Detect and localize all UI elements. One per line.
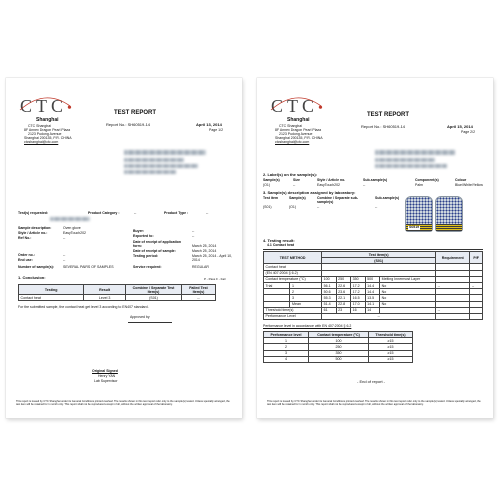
report-title: TEST REPORT (114, 110, 157, 116)
logo-swirl-icon (16, 92, 74, 116)
redacted-address (124, 150, 206, 155)
table-row: 4 500 ≥15 (264, 356, 413, 362)
page-number: Page 2/2 (461, 130, 476, 134)
ctc-logo: CTC• (271, 96, 327, 116)
section-labels-heading: 2. Label(s) on the sample(s): (263, 172, 318, 177)
performance-table (263, 331, 413, 363)
conclusion-statement: For the submitted sample, the contact heat get level 3 according to EN407 standard. (18, 305, 149, 309)
table-row: Trial 1 56.1 22.6 17.2 14.4 No -- -- (264, 282, 483, 288)
report-date: April 13, 2014 (196, 122, 222, 127)
table-row: Mean 51.4 22.8 17.0 14.1 No (264, 301, 483, 307)
table-row: Contact heat (264, 264, 483, 270)
footer-disclaimer: This report is issued by CTC Shanghai under its General Conditions printed overleaf. The results shown in this test report refer only to the sample(s) tested. Unless specially arranged, the test item will be retained for 1 month only. This report shall not be reproduced except in full, without the written approval of the laboratory. (267, 400, 481, 407)
office-name: Shanghai (36, 117, 59, 123)
page-number: Page 1/2 (209, 128, 224, 132)
table-header-row: Testing Result Combine / Separate Test Item(s) Failed Test Item(s) (19, 285, 216, 295)
table-row: 2 50.6 23.6 17.2 14.4 No (264, 289, 483, 295)
report-number: Report No.: SH60519-14 (361, 124, 406, 129)
logo-swirl-icon (267, 92, 325, 116)
redacted-applicant (50, 217, 90, 221)
table-row: 3 55.3 22.1 16.5 13.5 No (264, 295, 483, 301)
table-header-row: (S01) (264, 258, 483, 264)
table-row: Threshold time(s) 61 23 16 14 -- (264, 307, 483, 313)
table-row: 2 250 ≥15 (264, 344, 413, 350)
table-row: Contact temperature (°C) 100 250 350 500 Melting Innermost Layer (264, 276, 483, 282)
contact-heat-heading: 4.1 Contact heat (267, 243, 295, 247)
table-row: 1 100 ≥15 (264, 338, 413, 344)
footer-disclaimer: This report is issued by CTC Shanghai under its General Conditions printed overleaf. The results shown in this test report refer only to the sample(s) tested. Unless specially arranged, the test item will be retained for 1 month only. This report shall not be reproduced except in full, without the written approval of the laboratory. (16, 400, 230, 407)
table-header-row: TEST METHOD Test item(s) Requirement P/F (264, 252, 483, 258)
section-description-heading: 3. Sample(s) description assigned by laboratory: (263, 190, 356, 195)
table-row: Contact heat Level 3 (S01) -- (19, 295, 216, 301)
office-name: Shanghai (287, 117, 310, 123)
table-row: (EN 407:2004 § 6.2) (264, 270, 483, 276)
ctc-logo: CTC• (20, 96, 76, 116)
contact-heat-table (263, 251, 483, 320)
table-row: Performance Level -- (264, 313, 483, 319)
report-title: TEST REPORT (367, 112, 410, 118)
table-header-row: Performance level Contact temperature (°C) Threshold time(s) (264, 332, 413, 338)
report-number: Report No.: SH60519-14 (106, 122, 151, 127)
report-page-2: CTC• Shanghai CTC Shanghai 8F Annex Dragon Pearl Plaza 2123 Pudong Avenue Shanghai 200135, P.R. CHINA ctcshanghai@ctc.com TEST REPORT Report No.: SH60519-14 April 15, 2014 Page 2/2 2. Label(s) on the sample(s): Sample(s) Size Style / Article no. Sub-sample(s) Component(s) Colour (O1) -- EasyTouch202 -- Palm Blue/White/Yellow 3. Sample(s) description assigned by laboratory: Test item Sample(s) Combine / Separate sub-sample(s) Sub-sample(s) (S01) (O1) -- -- S0519 4. Testing result: 4.1 Contact heat TEST METHOD Test item(s) Requirement P/F (S01) Contact heat (EN 407:2004 § 6.2) Contact temperature (°C) 100 250 350 500 Melting Innermost Layer Trial 1 56.1 22.6 17.2 14.4 No -- -- 2 50.6 23.6 17.2 14.4 No 3 55.3 22.1 16.5 13.5 No Mean 51.4 22.8 17.0 14.1 No Threshold time(s) 61 23 16 14 -- Performance Level -- Performance level in accordance with EN 407:2004 § 6.2 Performance level Contact temperature (°C) Threshold time(s) 1 100 ≥15 2 250 ≥15 3 350 ≥15 4 500 ≥15 - End of report - This report is issued by CTC Shanghai under its General Conditions printed overleaf. The results shown in this test report refer only to the sample(s) tested. Unless specially arranged, the test item will be retained for 1 month only. This report shall not be reproduced except in full, without the written approval of the laboratory. (257, 78, 493, 418)
section-testing-heading: 4. Testing result: (263, 238, 295, 243)
conclusion-heading: 1. Conclusion: (18, 275, 46, 280)
table-row: 3 350 ≥15 (264, 350, 413, 356)
performance-title: Performance level in accordance with EN 407:2004 § 6.2 (263, 324, 352, 328)
approved-by: Approved by (130, 315, 150, 319)
report-page-1: CTC• Shanghai CTC Shanghai 8F Annex Dragon Pearl Plaza 2123 Pudong Avenue Shanghai 200135, P.R. CHINA ctcshanghai@ctc.com TEST REPORT Report No.: SH60519-14 April 13, 2014 Page 1/2 Test(s) requested: Sample description: Oven glove Style / Article no.: EasyTouch202 Ref No.: -- Order no.: -- End use: -- Number of sample(s): SEVERAL PAIRS OF SAMPLES Product Category : -- Product Type : -- Buyer: -- Exported to: -- Date of receipt of application form: March 25, 2014 Date of receipt of sample: March 25, 2014 Testing period: March 25, 2014 - April 10, 2014 Service required: REGULAR 1. Conclusion: Testing Result Combine / Separate Test Item(s) Failed Test Item(s) Contact heat Level 3 (S01) -- P - Pass F - Fail For the submitted sample, the contact heat get level 3 according to EN407 standard. Approved by Original Signed Henry YAN Lab Supervisor This report is issued by CTC Shanghai under its General Conditions printed overleaf. The results shown in this test report refer only to the sample(s) tested. Unless specially arranged, the test item will be retained for 1 month only. This report shall not be reproduced except in full, without the written approval of the laboratory. (6, 78, 242, 418)
report-date: April 15, 2014 (447, 124, 473, 129)
conclusion-table (18, 284, 216, 301)
sample-tag: S0519 (409, 225, 420, 229)
product-category-label: Product Category : (88, 211, 120, 215)
product-type-label: Product Type : (164, 211, 189, 215)
pass-fail-legend: P - Pass F - Fail (204, 277, 226, 281)
end-of-report: - End of report - (357, 379, 386, 384)
redacted-address (375, 150, 455, 155)
